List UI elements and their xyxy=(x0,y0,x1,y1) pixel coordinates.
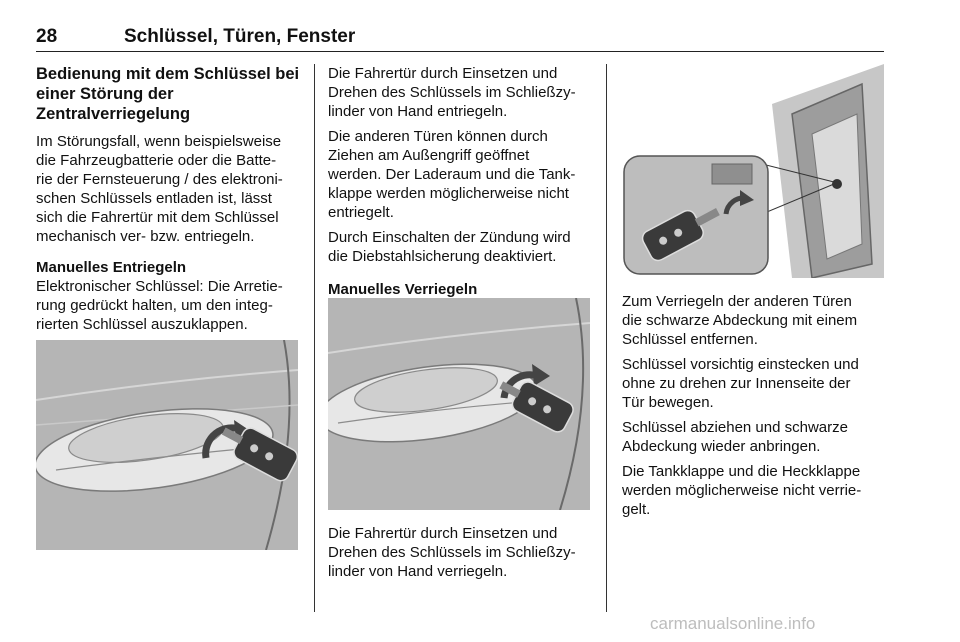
intro-paragraph: Im Störungsfall, wenn beispielsweise die Fahrzeugbatterie oder die Batte- rie der Fernsteuerung / des elektroni- schen Schlüssels entladen ist, lässt sich die Fahrertür mit dem Schlüssel mechanisch ver- bzw. entriegeln. xyxy=(36,133,283,245)
column-3 xyxy=(622,292,884,519)
paragraph-refit-cover: Schlüssel abziehen und schwarze Abdeckung wieder anbringen. xyxy=(622,419,848,455)
column-2 xyxy=(328,64,594,299)
figure-unlock-door-handle xyxy=(36,340,298,550)
figure-door-cover xyxy=(622,64,884,278)
subheading-lock: Manuelles Verriegeln xyxy=(328,281,478,298)
figure-lock-door-handle xyxy=(328,298,590,510)
column-1 xyxy=(36,64,302,334)
door-handle-lock-illustration xyxy=(328,298,590,510)
paragraph-insert-key: Schlüssel vorsichtig einstecken und ohne zu drehen zur Innenseite der Tür bewegen. xyxy=(622,356,859,411)
column-divider-1 xyxy=(314,64,315,612)
column-divider-2 xyxy=(606,64,607,612)
section-heading: Bedienung mit dem Schlüssel bei einer Störung der Zentralverriegelung xyxy=(36,65,300,123)
paragraph-other-doors: Die anderen Türen können durch Ziehen am Außengriff geöffnet werden. Der Laderaum und die Tank- klappe werden möglicherweise nicht entriegelt. xyxy=(328,128,576,221)
chapter-title: Schlüssel, Türen, Fenster xyxy=(124,26,356,47)
door-edge-illustration xyxy=(622,64,884,278)
paragraph-fuel-flap: Die Tankklappe und die Heckklappe werden möglicherweise nicht verrie- gelt. xyxy=(622,463,862,518)
unlock-paragraph: Elektronischer Schlüssel: Die Arretie- rung gedrückt halten, um den integ- rierten Schlüssel auszuklappen. xyxy=(36,278,283,333)
paragraph-unlock-driver-door: Die Fahrertür durch Einsetzen und Drehen des Schlüssels im Schließzy- linder von Hand entriegeln. xyxy=(328,65,576,120)
door-handle-illustration xyxy=(36,340,298,550)
paragraph-lock-driver-door: Die Fahrertür durch Einsetzen und Drehen des Schlüssels im Schließzy- linder von Hand verriegeln. xyxy=(328,525,576,580)
watermark: carmanualsonline.info xyxy=(650,614,816,633)
page-number: 28 xyxy=(36,26,58,47)
subheading-unlock: Manuelles Entriegeln xyxy=(36,259,187,276)
column-2-bottom xyxy=(328,524,594,581)
paragraph-antitheft: Durch Einschalten der Zündung wird die Diebstahlsicherung deaktiviert. xyxy=(328,229,571,265)
page-header xyxy=(36,24,884,52)
paragraph-remove-cover: Zum Verriegeln der anderen Türen die schwarze Abdeckung mit einem Schlüssel entfernen. xyxy=(622,293,858,348)
